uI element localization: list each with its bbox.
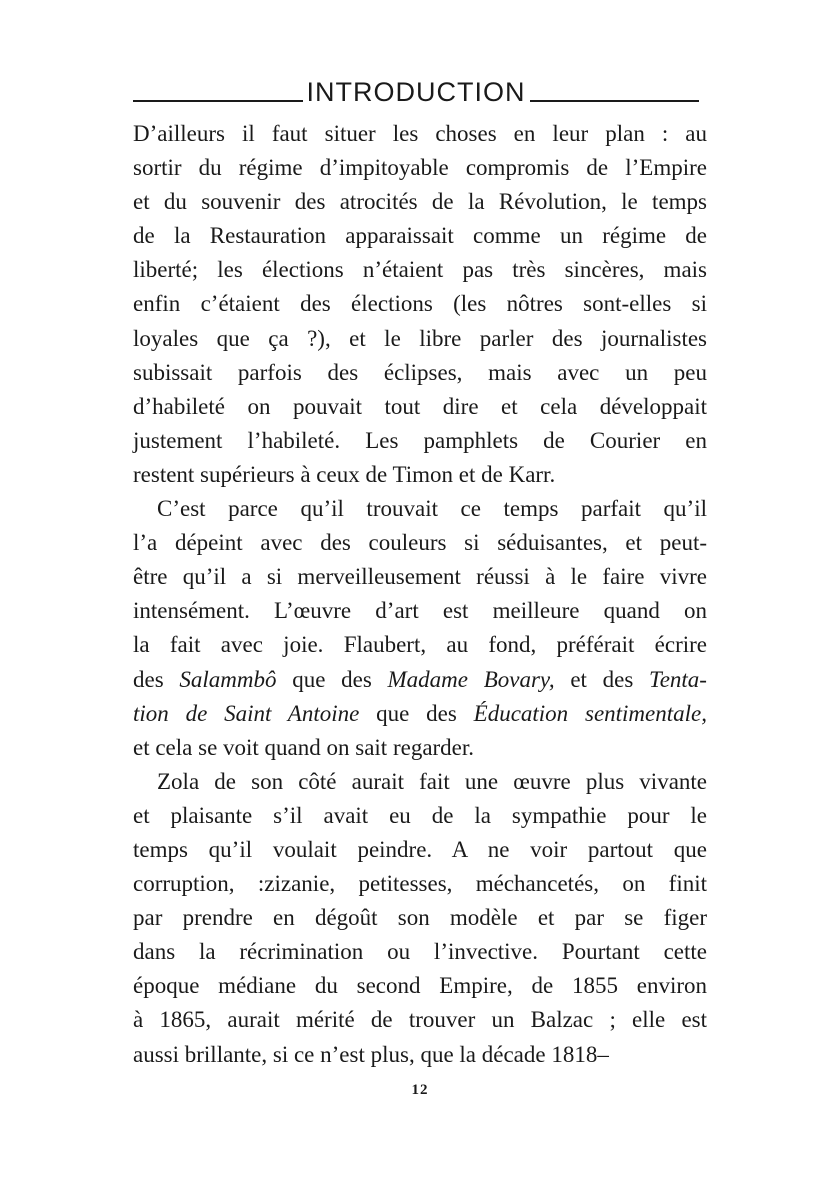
text-line: être qu’il a si merveilleusement réussi à le faire vivre bbox=[133, 564, 707, 590]
text-line: l’a dépeint avec des couleurs si séduisantes, et peut- bbox=[133, 530, 707, 556]
text-line: et plaisante s’il avait eu de la sympathie pour le bbox=[133, 802, 707, 828]
text-line: intensément. L’œuvre d’art est meilleure quand on bbox=[133, 598, 707, 624]
text-line: aussi brillante, si ce n’est plus, que la décade 1818– bbox=[133, 1041, 609, 1067]
text-line: sortir du régime d’impitoyable compromis de l’Empire bbox=[133, 155, 707, 181]
running-head bbox=[133, 72, 699, 108]
text-line: de la Restauration apparaissait comme un régime de bbox=[133, 223, 707, 249]
text-line: temps qu’il voulait peindre. A ne voir partout que bbox=[133, 836, 707, 862]
text-line: d’habileté on pouvait tout dire et cela développait bbox=[133, 393, 707, 419]
text-line: à 1865, aurait mérité de trouver un Balzac ; elle est bbox=[133, 1007, 707, 1033]
text-line: liberté; les élections n’étaient pas très sincères, mais bbox=[133, 257, 707, 283]
text-line: subissait parfois des éclipses, mais avec un peu bbox=[133, 359, 707, 385]
text-line: époque médiane du second Empire, de 1855 environ bbox=[133, 973, 707, 999]
text-line: et cela se voit quand on sait regarder. bbox=[133, 734, 475, 760]
text-line: dans la récrimination ou l’invective. Pourtant cette bbox=[133, 939, 707, 965]
header-rule-left bbox=[133, 100, 303, 102]
body-text bbox=[133, 117, 707, 1072]
running-head-title: INTRODUCTION bbox=[306, 77, 526, 107]
text-line: la fait avec joie. Flaubert, au fond, préférait écrire bbox=[133, 632, 707, 658]
text-line: D’ailleurs il faut situer les choses en leur plan : au bbox=[133, 121, 707, 146]
text-line: tion de Saint Antoine que des Éducation sentimentale, bbox=[133, 700, 707, 726]
text-line: enfin c’étaient des élections (les nôtres sont-elles si bbox=[133, 291, 707, 317]
text-line: corruption, :zizanie, petitesses, méchancetés, on finit bbox=[133, 871, 707, 897]
text-line: restent supérieurs à ceux de Timon et de Karr. bbox=[133, 461, 556, 487]
page-number: 12 bbox=[411, 1082, 429, 1098]
text-line: par prendre en dégoût son modèle et par se figer bbox=[133, 905, 707, 931]
text-line: loyales que ça ?), et le libre parler des journalistes bbox=[133, 325, 707, 351]
header-rule-right bbox=[530, 100, 700, 102]
text-line: C’est parce qu’il trouvait ce temps parfait qu’il bbox=[157, 496, 707, 522]
text-line: Zola de son côté aurait fait une œuvre plus vivante bbox=[157, 768, 707, 794]
text-line: des Salammbô que des Madame Bovary, et des Tenta- bbox=[133, 666, 707, 692]
text-line: et du souvenir des atrocités de la Révolution, le temps bbox=[133, 189, 707, 215]
text-line: justement l’habileté. Les pamphlets de Courier en bbox=[133, 427, 707, 453]
